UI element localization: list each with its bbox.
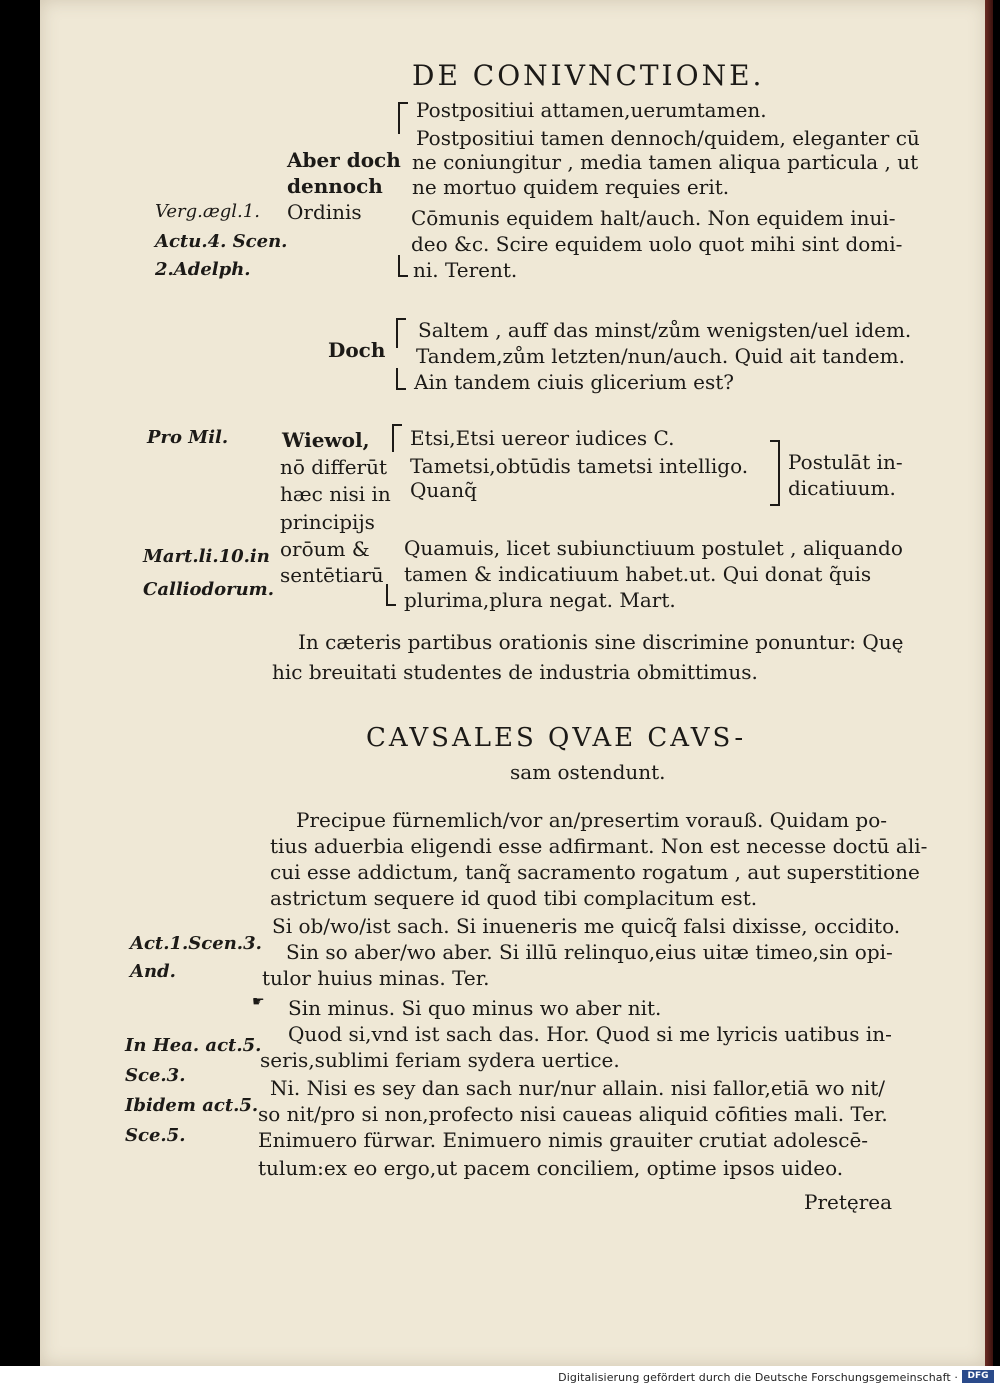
section-subheading: sam ostendunt. [510,760,666,784]
body-line: Enimuero fürwar. Enimuero nimis grauiter crutiat adolescē- [258,1128,869,1152]
sec1-line: deo &c. Scire equidem uolo quot mihi sint domi- [411,232,903,256]
body-line: tulor huius minas. Ter. [262,966,490,990]
margin-note: Verg.ægl.1. [155,201,260,222]
margin-note: And. [130,961,176,982]
bracket-top [398,102,408,134]
margin-note: Act.1.Scen.3. [130,933,262,954]
footer-bar [0,1366,1000,1389]
dfg-logo: DFG [962,1370,994,1383]
sec1-line: ne mortuo quidem requies erit. [412,175,730,199]
sec3-label: sentētiarū [280,563,384,587]
body-line: Precipue fürnemlich/vor an/presertim vorauß. Quidam po- [296,808,887,832]
body-line: Si ob/wo/ist sach. Si inueneris me quicq̃ falsi dixisse, occidito. [272,914,901,938]
book-spine-edge [985,0,993,1366]
body-line: Sin minus. Si quo minus wo aber nit. [288,996,662,1020]
bracket-bottom [396,368,406,390]
sec1-line: Postpositiui attamen,uerumtamen. [416,98,767,122]
bracket-top [392,424,402,452]
sec3-line: Etsi,Etsi uereor iudices C. [410,426,675,450]
sec3-label: nō differūt [280,455,388,479]
margin-note: Ibidem act.5. [125,1095,259,1116]
body-line: seris,sublimi feriam sydera uertice. [260,1048,620,1072]
sec2-line: Ain tandem ciuis glicerium est? [414,370,735,394]
sec3-line2: tamen & indicatiuum habet.ut. Qui donat q̃uis [404,562,872,586]
sec3-line2: Quamuis, licet subiunctiuum postulet , aliquando [404,536,903,560]
margin-note: Actu.4. Scen. [155,231,288,252]
body-line: astrictum sequere id quod tibi complacitum est. [270,886,758,910]
paragraph-line: hic breuitati studentes de industria obmittimus. [272,660,758,684]
section-heading: CAVSALES QVAE CAVS- [366,723,747,753]
bracket-right [770,440,780,506]
sec3-label: principijs [280,510,375,534]
body-line: tius aduerbia eligendi esse adfirmant. Non est necesse doctū ali- [270,834,928,858]
margin-note: 2.Adelph. [155,259,251,280]
sec1-line: Cōmunis equidem halt/auch. Non equidem inui- [411,206,896,230]
body-line: cui esse addictum, tanq̃ sacramento rogatum , aut superstitione [270,860,920,884]
body-line: tulum:ex eo ergo,ut pacem conciliem, optime ipsos uideo. [258,1156,844,1180]
sec1-label: dennoch [287,174,383,198]
margin-note: Mart.li.10.in [143,546,270,567]
sec2-label: Doch [328,338,386,362]
body-line: Quod si,vnd ist sach das. Hor. Quod si me lyricis uatibus in- [288,1022,892,1046]
body-line: so nit/pro si non,profecto nisi caueas aliquid cōfities mali. Ter. [258,1102,888,1126]
sec3-label: hæc nisi in [280,482,391,506]
sec1-line: ne coniungitur , media tamen aliqua particula , ut [412,150,919,174]
catchword: Pretęrea [804,1190,893,1214]
sec1-line: Postpositiui tamen dennoch/quidem, eleganter cū [416,126,920,150]
body-line: Ni. Nisi es sey dan sach nur/nur allain. nisi fallor,etiā wo nit/ [270,1076,885,1100]
sec2-line: Saltem , auff das minst/zům wenigsten/uel idem. [418,318,912,342]
margin-note: In Hea. act.5. [125,1035,262,1056]
sec3-line: Tametsi,obtūdis tametsi intelligo. [410,454,749,478]
bracket-bottom [398,255,408,277]
sec2-line: Tandem,zům letzten/nun/auch. Quid ait tandem. [416,344,905,368]
sec1-line: ni. Terent. [413,258,518,282]
body-line: Sin so aber/wo aber. Si illū relinquo,eius uitæ timeo,sin opi- [286,940,893,964]
sec3-right: Postulāt in- [788,450,903,474]
sec1-label: Aber doch [287,148,401,172]
margin-note: Sce.5. [125,1125,186,1146]
bracket-top [396,318,406,348]
margin-note: Sce.3. [125,1065,186,1086]
bracket-bottom [386,584,396,606]
sec1-label: Ordinis [287,200,362,224]
paragraph-line: In cæteris partibus orationis sine discrimine ponuntur: Quę [298,630,904,654]
sec3-label: Wiewol, [282,428,370,452]
pointing-hand-icon: ☛ [252,994,265,1010]
sec3-line2: plurima,plura negat. Mart. [404,588,676,612]
sec3-line: Quanq̃ [410,478,477,502]
sec3-right: dicatiuum. [788,476,896,500]
page-heading: DE CONIVNCTIONE. [412,59,765,92]
footer-credit: Digitalisierung gefördert durch die Deutsche Forschungsgemeinschaft · [558,1371,958,1384]
margin-note: Calliodorum. [143,579,274,600]
margin-note: Pro Mil. [147,427,229,448]
sec3-label: orōum & [280,537,370,561]
